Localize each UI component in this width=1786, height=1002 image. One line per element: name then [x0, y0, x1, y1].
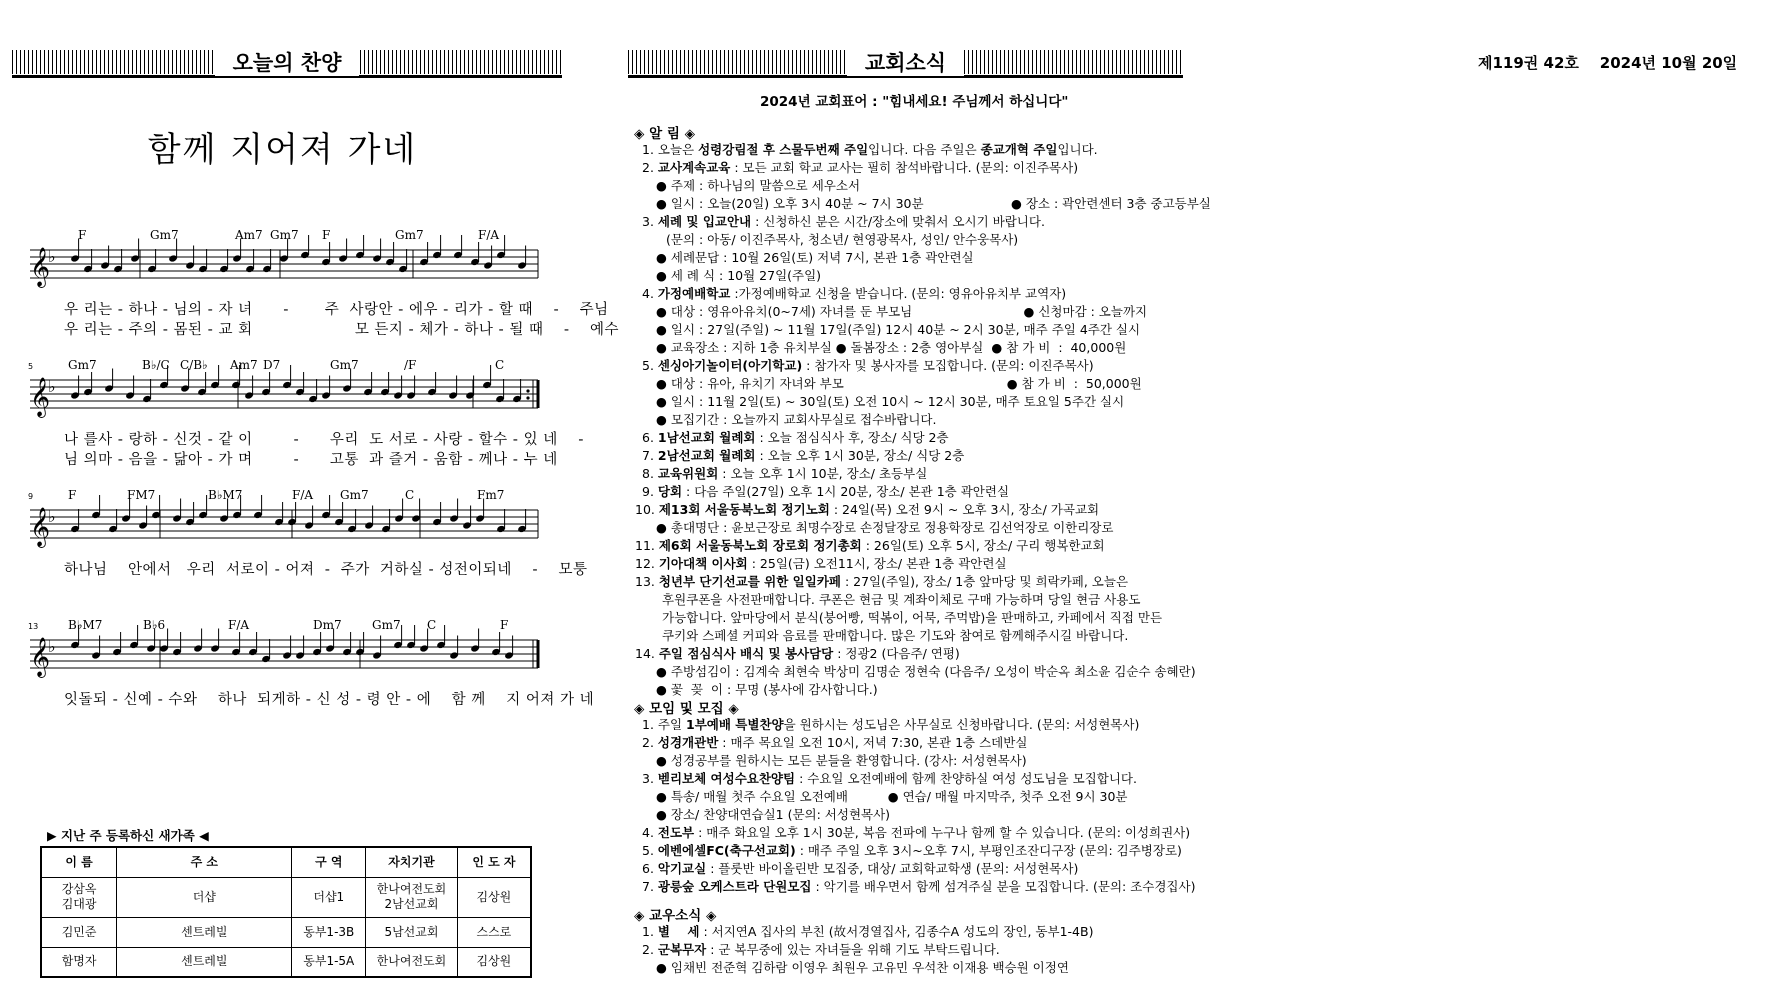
news-section-title: 교회소식 — [847, 50, 964, 76]
news-line: 가능합니다. 앞마당에서 분식(붕어빵, 떡볶이, 어묵, 주먹밥)을 판매하고, 카페에서 직접 만든 — [662, 610, 1163, 625]
svg-text:𝄞: 𝄞 — [30, 377, 51, 417]
visitor-guide: 김상원 — [457, 877, 531, 917]
church-motto: 2024년 교회표어 : "힘내세요! 주님께서 하십니다" — [760, 94, 1069, 110]
visitors-title: ▶ 지난 주 등록하신 새가족 ◀ — [47, 828, 209, 843]
news-line: ● 세 례 식 : 10월 27일(주일) — [656, 268, 822, 283]
news-line: 6. 1남선교회 월례회 : 오늘 점심식사 후, 장소/ 식당 2층 — [642, 430, 949, 445]
svg-text:♭: ♭ — [48, 377, 56, 396]
table-row — [41, 947, 531, 977]
col-org: 자치기관 — [366, 847, 458, 877]
visitor-org: 한나여전도회 2남선교회 — [366, 877, 458, 917]
chord: F — [500, 618, 509, 632]
chord: C — [405, 488, 415, 502]
news-line: ● 성경공부를 원하시는 모든 분들을 환영합니다. (강사: 서성현목사) — [656, 753, 1027, 768]
hymn-section-title: 오늘의 찬양 — [215, 50, 360, 76]
news-line: ● 특송/ 매월 첫주 수요일 오전예배 ● 연습/ 매월 마지막주, 첫주 오전 9시 30분 — [656, 789, 1128, 804]
news-line: ● 대상 : 유아, 유치기 자녀와 부모 ● 참 가 비 : 50,000원 — [656, 376, 1142, 391]
news-line: ● 대상 : 영유아유치(0~7세) 자녀를 둔 부모님 ● 신청마감 : 오늘까지 — [656, 304, 1148, 319]
col-guide: 인 도 자 — [457, 847, 531, 877]
visitor-district: 동부1-3B — [292, 917, 366, 947]
announcements-heading: ◈ 알 림 ◈ — [634, 126, 695, 142]
visitors-table — [40, 846, 532, 978]
chord: D7 — [263, 358, 281, 372]
news-section-header — [628, 48, 1183, 78]
visitor-name: 함명자 — [41, 947, 117, 977]
news-line: 1. 오늘은 성령강림절 후 스물두번째 주일입니다. 다음 주일은 종교개혁 주일입니다. — [642, 142, 1098, 157]
visitor-address: 더샵 — [117, 877, 292, 917]
news-line: 3. 벧리보체 여성수요찬양팀 : 수요일 오전예배에 함께 찬양하실 여성 성도님을 모집합니다. — [642, 771, 1137, 786]
visitor-org: 한나여전도회 — [366, 947, 458, 977]
measure-number: 9 — [28, 492, 34, 501]
visitor-name: 김민준 — [41, 917, 117, 947]
news-line: (문의 : 아동/ 이진주목사, 청소년/ 현영광목사, 성인/ 안수웅목사) — [666, 232, 1019, 247]
svg-text:𝄞: 𝄞 — [30, 637, 51, 677]
chord: Gm7 — [150, 228, 179, 242]
chord: F/A — [228, 618, 250, 632]
chord: Gm7 — [330, 358, 359, 372]
lyrics-verse-1: 우 리는 - 하나 - 님의 - 자 녀 - 주 사랑안 - 에우 - 리가 - 할 때 - 주님 — [64, 302, 609, 318]
chord: Am7 — [235, 228, 263, 242]
news-line: 1. 별 세 : 서지연A 집사의 부친 (故서경열집사, 김종수A 성도의 장인, 동부1-4B) — [642, 924, 1094, 939]
news-line: 5. 에벤에셀FC(축구선교회) : 매주 주일 오후 3시~오후 7시, 부평인조잔디구장 (문의: 김주병장로) — [642, 843, 1182, 858]
chord: Fm7 — [477, 488, 505, 502]
chord: F — [68, 488, 77, 502]
measure-number: 5 — [28, 362, 34, 371]
meetings-heading: ◈ 모임 및 모집 ◈ — [634, 701, 739, 717]
chord: B♭M7 — [68, 618, 103, 632]
chord: /F — [404, 358, 417, 372]
news-line: 4. 전도부 : 매주 화요일 오후 1시 30분, 복음 전파에 누구나 함께 할 수 있습니다. (문의: 이성희권사) — [642, 825, 1191, 840]
chord: C — [427, 618, 437, 632]
news-line: 쿠키와 스페셜 커피와 음료를 판매합니다. 많은 기도와 참여로 함께해주시길 바랍니다. — [662, 628, 1129, 643]
chord: F/A — [478, 228, 500, 242]
chord: F — [322, 228, 331, 242]
news-line: 2. 군복무자 : 군 복무중에 있는 자녀들을 위해 기도 부탁드립니다. — [642, 942, 1000, 957]
table-header-row — [41, 847, 531, 877]
news-line: ● 꽃 꽂 이 : 무명 (봉사에 감사합니다.) — [656, 682, 878, 697]
lyrics-verse-1: 나 를사 - 랑하 - 신것 - 같 이 - 우리 도 서로 - 사랑 - 할수 - 있 네 - — [64, 432, 584, 448]
chord: B♭/C — [142, 358, 170, 372]
table-row — [41, 917, 531, 947]
news-line: ● 모집기간 : 오늘까지 교회사무실로 접수바랍니다. — [656, 412, 937, 427]
measure-number: 13 — [28, 622, 39, 631]
news-line: 7. 2남선교회 월례회 : 오늘 오후 1시 30분, 장소/ 식당 2층 — [642, 448, 965, 463]
news-line: 10. 제13회 서울동북노회 정기노회 : 24일(목) 오전 9시 ~ 오후 3시, 장소/ 가곡교회 — [635, 502, 1100, 517]
song-title: 함께 지어져 가네 — [147, 130, 418, 170]
visitor-name: 강삼옥 김대광 — [41, 877, 117, 917]
notes-4 — [70, 625, 514, 663]
notes-2 — [70, 365, 522, 403]
visitor-address: 센트레빌 — [117, 917, 292, 947]
members-news-heading: ◈ 교우소식 ◈ — [634, 908, 717, 924]
news-line: ● 일시 : 오늘(20일) 오후 3시 40분 ~ 7시 30분 ● 장소 : 곽안련센터 3층 중고등부실 — [656, 196, 1211, 211]
news-line: ● 세례문답 : 10월 26일(토) 저녁 7시, 본관 1층 곽안련실 — [656, 250, 974, 265]
chord: C — [495, 358, 505, 372]
chord: Gm7 — [395, 228, 424, 242]
svg-text:♭: ♭ — [48, 507, 56, 526]
news-line: ● 총대명단 : 윤보근장로 최명수장로 손정달장로 정용학장로 김선억장로 이한리장로 — [656, 520, 1114, 535]
svg-text:♭: ♭ — [48, 247, 56, 266]
news-line: 13. 청년부 단기선교를 위한 일일카페 : 27일(주일), 장소/ 1층 앞마당 및 희락카페, 오늘은 — [635, 574, 1129, 589]
svg-text:♭: ♭ — [48, 637, 56, 656]
visitor-org: 5남선교회 — [366, 917, 458, 947]
news-line: ● 임채빈 전준혁 김하람 이영우 최원우 고유민 우석찬 이재용 백승원 이정연 — [656, 960, 1069, 975]
col-district: 구 역 — [292, 847, 366, 877]
news-line: ● 일시 : 11월 2일(토) ~ 30일(토) 오전 10시 ~ 12시 30분, 매주 토요일 5주간 실시 — [656, 394, 1125, 409]
news-line: ● 교육장소 : 지하 1층 유치부실 ● 돌봄장소 : 2층 영아부실 ● 참 가 비 : 40,000원 — [656, 340, 1127, 355]
chord: B♭M7 — [208, 488, 243, 502]
news-line: ● 주방섬김이 : 김계숙 최현숙 박상미 김명순 정현숙 (다음주/ 오성이 박순옥 최소윤 김순수 송혜란) — [656, 664, 1196, 679]
lyrics: 하나님 안에서 우리 서로이 - 어져 - 주가 거하실 - 성전이되네 - 모퉁 — [64, 562, 588, 578]
svg-text:𝄞: 𝄞 — [30, 247, 51, 287]
col-address: 주 소 — [117, 847, 292, 877]
news-line: 2. 성경개관반 : 매주 목요일 오전 10시, 저녁 7:30, 본관 1층 스데반실 — [642, 735, 1028, 750]
issue-date: 제119권 42호 2024년 10월 20일 — [1478, 54, 1738, 72]
lyrics-verse-2: 우 리는 - 주의 - 몸된 - 교 회 모 든지 - 체가 - 하나 - 될 때 - 예수 — [64, 322, 620, 338]
news-line: 2. 교사계속교육 : 모든 교회 학교 교사는 필히 참석바랍니다. (문의: 이진주목사) — [642, 160, 1079, 175]
visitor-address: 센트레빌 — [117, 947, 292, 977]
chord: F/A — [292, 488, 314, 502]
visitor-guide: 스스로 — [457, 917, 531, 947]
news-line: 7. 광릉숲 오케스트라 단원모집 : 악기를 배우면서 함께 섬겨주실 분을 모집합니다. (문의: 조수경집사) — [642, 879, 1196, 894]
news-line: ● 장소/ 찬양대연습실1 (문의: 서성현목사) — [656, 807, 891, 822]
news-line: ● 주제 : 하나님의 말씀으로 세우소서 — [656, 178, 861, 193]
news-line: 8. 교육위원회 : 오늘 오후 1시 10분, 장소/ 초등부실 — [642, 466, 928, 481]
news-line: 5. 센싱아기놀이터(아기학교) : 참가자 및 봉사자를 모집합니다. (문의: 이진주목사) — [642, 358, 1094, 373]
hymn-section-header — [12, 48, 562, 78]
table-row — [41, 877, 531, 917]
news-line: 14. 주일 점심식사 배식 및 봉사담당 : 정광2 (다음주/ 연평) — [635, 646, 960, 661]
chord: Gm7 — [270, 228, 299, 242]
chord: Gm7 — [340, 488, 369, 502]
news-line: 3. 세례 및 입교안내 : 신청하신 분은 시간/장소에 맞춰서 오시기 바랍니다. — [642, 214, 1045, 229]
lyrics-verse-2: 님 의마 - 음을 - 닮아 - 가 며 - 고통 과 즐거 - 움함 - 께나 - 누 네 — [64, 452, 558, 468]
news-line: 6. 악기교실 : 플룻반 바이올린반 모집중, 대상/ 교회학교학생 (문의: 서성현목사) — [642, 861, 1079, 876]
chord: Am7 — [230, 358, 258, 372]
svg-text:𝄞: 𝄞 — [30, 507, 51, 547]
visitor-district: 더샵1 — [292, 877, 366, 917]
chord: C/B♭ — [180, 358, 208, 372]
chord: Gm7 — [68, 358, 97, 372]
visitor-guide: 김상원 — [457, 947, 531, 977]
chord: F — [78, 228, 87, 242]
news-line: 9. 당회 : 다음 주일(27일) 오후 1시 20분, 장소/ 본관 1층 곽안련실 — [642, 484, 1010, 499]
lyrics: 잇돌되 - 신예 - 수와 하나 되게하 - 신 성 - 령 안 - 에 함 께 지 어져 가 네 — [64, 692, 595, 708]
chord: Gm7 — [372, 618, 401, 632]
col-name: 이 름 — [41, 847, 117, 877]
chord: Dm7 — [313, 618, 342, 632]
chord: FM7 — [127, 488, 156, 502]
news-line: 12. 기아대책 이사회 : 25일(금) 오전11시, 장소/ 본관 1층 곽안련실 — [635, 556, 1007, 571]
chord: B♭6 — [143, 618, 166, 632]
news-line: ● 일시 : 27일(주일) ~ 11월 17일(주일) 12시 40분 ~ 2시 30분, 매주 주일 4주간 실시 — [656, 322, 1141, 337]
news-line: 11. 제6회 서울동북노회 장로회 정기총회 : 26일(토) 오후 5시, 장소/ 구리 행복한교회 — [635, 538, 1105, 553]
news-line: 4. 가정예배학교 :가정예배학교 신청을 받습니다. (문의: 영유아유치부 교역자) — [642, 286, 1067, 301]
visitor-district: 동부1-5A — [292, 947, 366, 977]
news-line: 1. 주일 1부예배 특별찬양을 원하시는 성도님은 사무실로 신청바랍니다. (문의: 서성현목사) — [642, 717, 1140, 732]
news-line: 후원쿠폰을 사전판매합니다. 쿠폰은 현금 및 계좌이체로 구매 가능하며 당일 현금 사용도 — [662, 592, 1141, 607]
